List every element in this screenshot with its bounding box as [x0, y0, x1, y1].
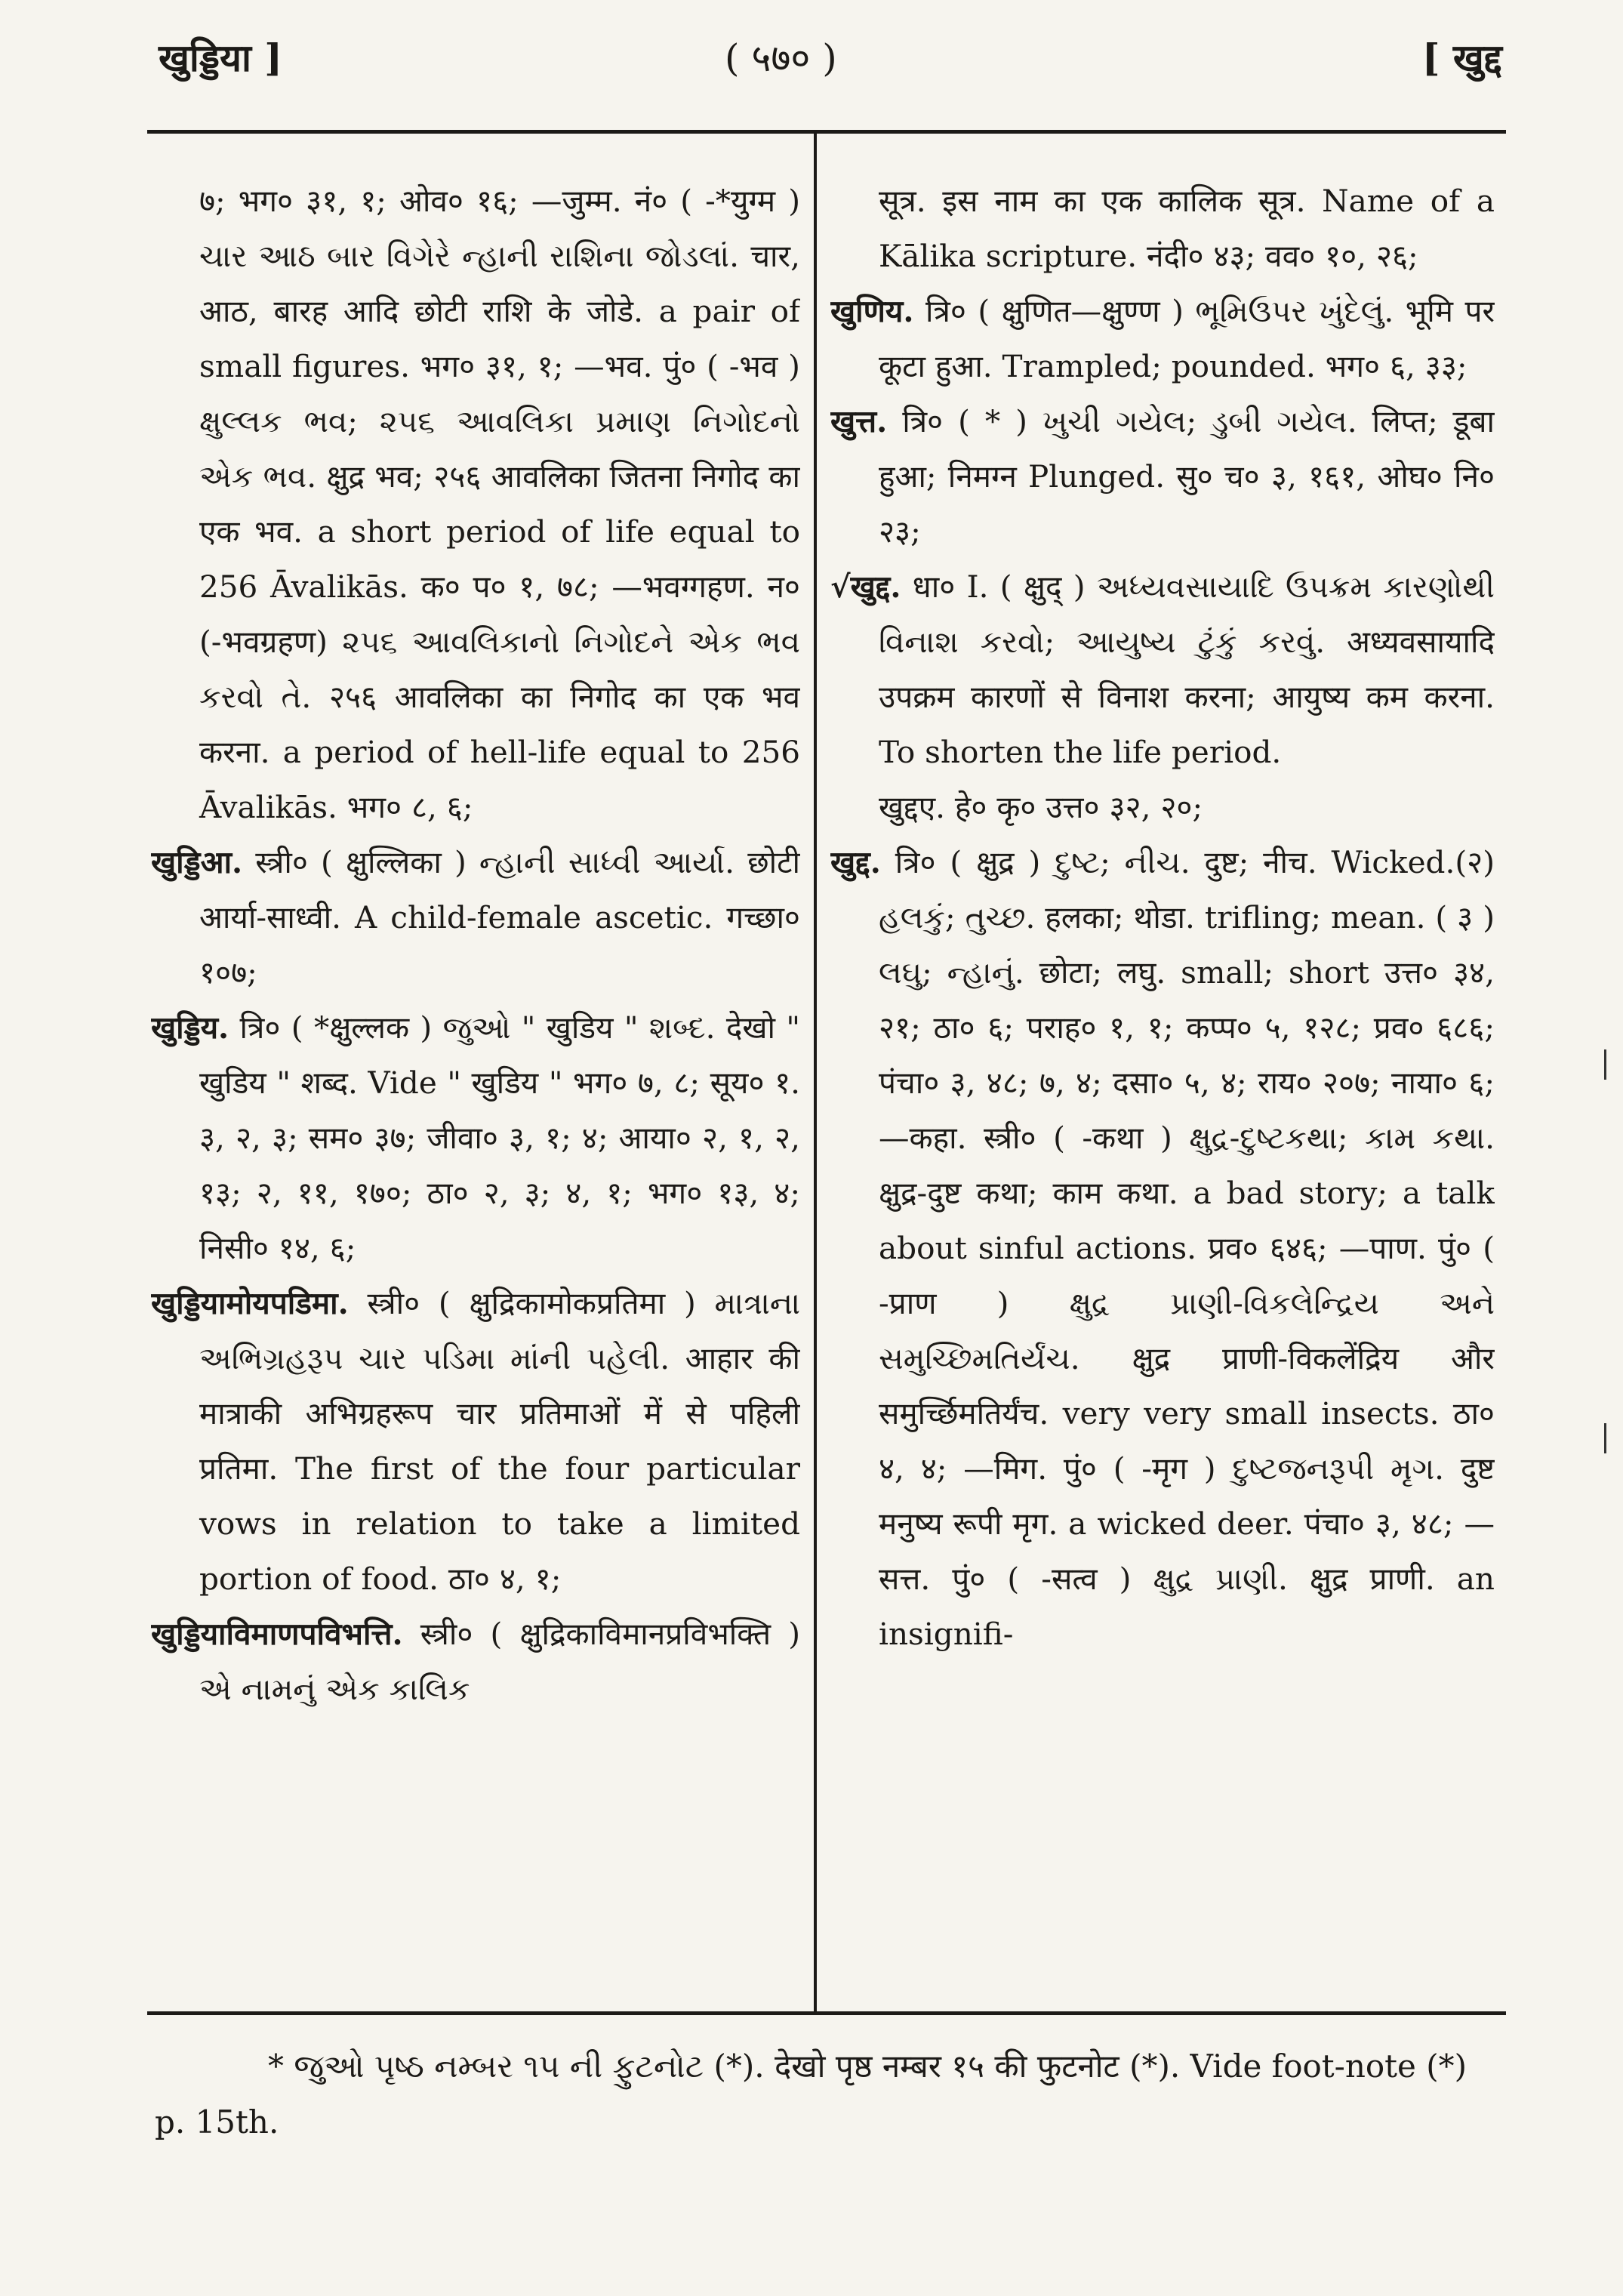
dictionary-entry: [830, 835, 1495, 1662]
dictionary-entry: [151, 1276, 800, 1607]
page-number: ( ५७० ): [725, 36, 837, 80]
entry-text: त्रि० ( क्षुद्र ) દુષ્ટ; નીચ. दुष्ट; नीच. Wicked.(२) હલકું; તુચ્છ. हलका; थोडा. trifling; mean. ( ३ ) લઘુ; ન્હાનું. छोटा; लघु. small; short उत्त० ३४, २१; ठा० ६; पराह० १, १; कप्प० ५, १२८; प्रव० ६८६; पंचा० ३, ४८; ७, ४; दसा० ५, ४; राय० २०७; नाया० ६; —कहा. स्त्री० ( -कथा ) ક્ષુદ્ર-દુષ્ટકથા; કામ કથા. क्षुद्र-दुष्ट कथा; काम कथा. a bad story; a talk about sinful actions. प्रव० ६४६; —पाण. पुं० ( -प्राण ) ક્ષુદ્ર પ્રાણી-વિકલેન્દ્રિય અને સમુચ્છિમતિર્યંચ. क्षुद्र प्राणी-विकलेंद्रिय और समुर्च्छिमतिर्यंच. very very small insects. ठा० ४, ४; —मिग. पुं० ( -मृग ) દુષ્ટજનરૂપી મૃગ. दुष्ट मनुष्य रूपी मृग. a wicked deer. पंचा० ३, ४८; —सत्त. पुं० ( -सत्व ) ક્ષુદ્ર પ્રાણી. क्षुद्र प्राणी. an insignifi-: [879, 844, 1495, 1652]
entry-headword: खुड्डिआ.: [151, 844, 243, 880]
footnote: * જુઓ પૃષ્ઠ નમ્બર ૧૫ ની ફુટનોટ (*). देखो पृष्ठ नम्बर १५ की फुटनोट (*). Vide foot-note (*) p. 15th.: [155, 2048, 1467, 2140]
entry-headword: खुणिय.: [830, 293, 914, 329]
column-divider: [814, 133, 817, 2011]
dictionary-entry: [151, 1000, 800, 1276]
entry-text: स्त्री० ( क्षुल्लिका ) ન્હાની સાધ્વી આર્યા. छोटी आर्या-साध्वी. A child-female ascetic. गच्छा० १०७;: [199, 844, 800, 991]
entry-headword: खुड्डिय.: [151, 1009, 229, 1046]
entry-text: त्रि० ( *क्षुल्लक ) જુઓ " खुडिय " શબ્દ. देखो " खुडिय " शब्द. Vide " खुडिय " भग० ७, ८; सूय० १. ३, २, ३; सम० ३७; जीवा० ३, १; ४; आया० २, १, २, १३; २, ११, १७०; ठा० २, ३; ४, १; भग० १३, ४; निसी० १४, ६;: [199, 1009, 800, 1266]
header-rule: [147, 130, 1506, 134]
right-column: [830, 174, 1495, 2001]
entry-headword: खुड्डियाविमाणपविभत्ति.: [151, 1616, 403, 1652]
dictionary-entry: [151, 1607, 800, 1717]
dictionary-entry: [830, 394, 1495, 559]
entry-headword: √खुद्द.: [830, 569, 901, 605]
margin-mark: [1604, 1423, 1606, 1453]
entry-text: त्रि० ( * ) ખુચી ગયેલ; ડુબી ગયેલ. लिप्त; डूबा हुआ; निमग्न Plunged. सु० च० ३, १६१, ओघ० नि० २३;: [879, 403, 1495, 550]
dictionary-subentry: [830, 780, 1495, 835]
entry-text: खुद्दए. हे० कृ० उत्त० ३२, २०;: [879, 789, 1203, 825]
entry-text: स्त्री० ( क्षुद्रिकामोकप्रतिमा ) માત્રાના અભિગ્રહરૂપ ચાર પડિમા માંની પહેલી. आहार की मात्राकी अभिग्रहरूप चार प्रतिमाओं में से पहिली प्रतिमा. The first of the four particular vows in relation to take a limited portion of food. ठा० ४, १;: [199, 1285, 800, 1597]
entry-text: त्रि० ( क्षुणित—क्षुण्ण ) ભૂમિઉપર ખુંદેલું. भूमि पर कूटा हुआ. Trampled; pounded. भग० ६, ३३;: [879, 293, 1495, 384]
left-column: [151, 174, 800, 2001]
entry-headword: खुद्द.: [830, 844, 881, 880]
dictionary-entry: [151, 835, 800, 1000]
footer-rule: [147, 2011, 1506, 2015]
entry-text: सूत्र. इस नाम का एक कालिक सूत्र. Name of a Kālika scripture. नंदी० ४३; वव० १०, २६;: [879, 183, 1495, 274]
entry-text: स्त्री० ( क्षुद्रिकाविमानप्रविभक्ति ) એ નામનું એક કાલિક: [199, 1616, 800, 1707]
entry-headword: खुत्त.: [830, 403, 888, 439]
running-head-left: खुड्डिया ]: [159, 35, 282, 80]
entry-headword: खुड्डियामोयपडिमा.: [151, 1285, 349, 1321]
dictionary-entry: [830, 559, 1495, 780]
dictionary-entry: [830, 284, 1495, 394]
entry-text: ७; भग० ३१, १; ओव० १६; —जुम्म. नं० ( -*युग्म ) ચાર આઠ બાર વિગેરે ન્હાની રાશિના જોડલાં. चार, आठ, बारह आदि छोटी राशि के जोडे. a pair of small figures. भग० ३१, १; —भव. पुं० ( -भव ) ક્ષુલ્લક ભવ; ૨૫૬ આવલિકા પ્રમાણ નિગોદનો એક ભવ. क्षुद्र भव; २५६ आवलिका जितना निगोद का एक भव. a short period of life equal to 256 Āvalikās. क० प० १, ७८; —भवग्गहण. न० (-भवग्रहण) ૨૫૬ આવલિકાનો નિગોદને એક ભવ કરવો તે. २५६ आवलिका का निगोद का एक भव करना. a period of hell-life equal to 256 Āvalikās. भग० ८, ६;: [199, 183, 800, 825]
entry-text: धा० I. ( क्षुद् ) અધ્યવસાયાદિ ઉપક્રમ કારણોથી વિનાશ કરવો; આયુષ્ય ટુંકું કરવું. अध्यवसायादि उपक्रम कारणों से विनाश करना; आयुष्य कम करना. To shorten the life period.: [879, 569, 1495, 770]
margin-mark: [1604, 1049, 1606, 1080]
running-head-right: [ खुद्द: [1421, 35, 1502, 80]
dictionary-entry: [151, 174, 800, 835]
dictionary-entry: [830, 174, 1495, 284]
